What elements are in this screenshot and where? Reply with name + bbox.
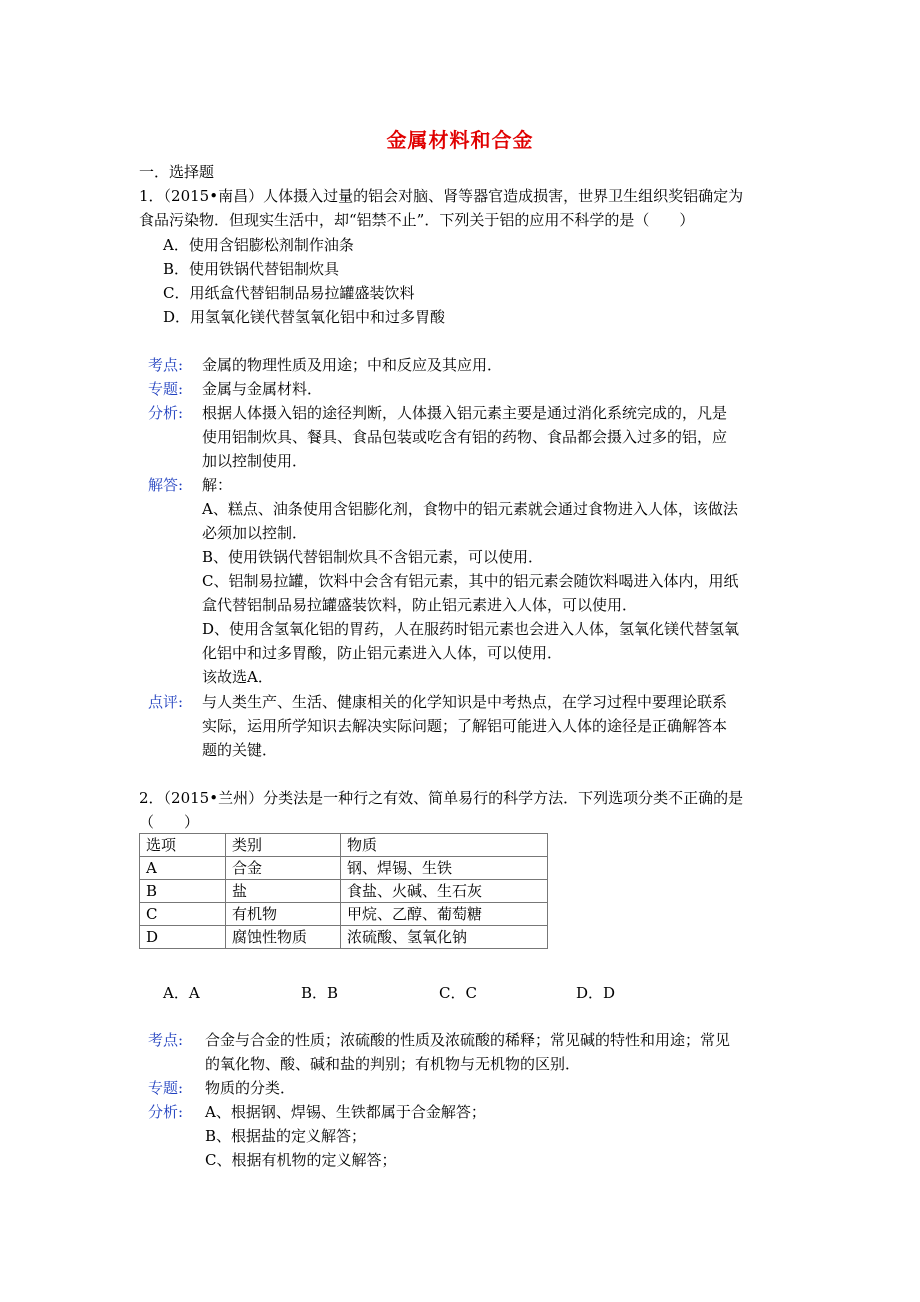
table-cell: 浓硫酸、氢氧化钠 bbox=[341, 926, 548, 949]
q2-option-b: B．B bbox=[301, 984, 339, 1002]
table-row bbox=[140, 857, 548, 880]
table-cell: 食盐、火碱、生石灰 bbox=[341, 880, 548, 903]
q2-fenxi-line: B、根据盐的定义解答； bbox=[205, 1127, 367, 1145]
q1-fenxi-line: 根据人体摄入铝的途径判断，人体摄入铝元素主要是通过消化系统完成的，凡是 bbox=[202, 404, 728, 422]
table-cell: B bbox=[140, 880, 226, 903]
q2-classification-table bbox=[139, 833, 548, 949]
table-cell: 甲烷、乙醇、葡萄糖 bbox=[341, 903, 548, 926]
q1-kaodian-text: 金属的物理性质及用途；中和反应及其应用． bbox=[202, 356, 503, 374]
table-cell: D bbox=[140, 926, 226, 949]
q1-jieda-line: B、使用铁锅代替铝制炊具不含铝元素，可以使用． bbox=[202, 548, 544, 566]
table-row bbox=[140, 903, 548, 926]
q1-jieda-line: 化铝中和过多胃酸，防止铝元素进入人体，可以使用． bbox=[202, 644, 563, 662]
q1-dianping-label: 点评: bbox=[148, 693, 184, 711]
q1-dianping-line: 题的关键． bbox=[202, 741, 278, 759]
q1-jieda-line: A、糕点、油条使用含铝膨化剂，食物中的铝元素就会通过食物进入人体，该做法 bbox=[202, 500, 738, 518]
q2-kaodian-line: 的氧化物、酸、碱和盐的判别；有机物与无机物的区别． bbox=[205, 1055, 581, 1073]
q2-option-d: D．D bbox=[576, 984, 616, 1002]
q1-dianping-line: 实际，运用所学知识去解决实际问题；了解铝可能进入人体的途径是正确解答本 bbox=[202, 717, 728, 735]
q1-fenxi-line: 加以控制使用． bbox=[202, 452, 308, 470]
table-header-row bbox=[140, 834, 548, 857]
q2-fenxi-label: 分析: bbox=[148, 1103, 184, 1121]
q1-zhuanti-label: 专题: bbox=[148, 380, 184, 398]
page-title: 金属材料和合金 bbox=[386, 128, 534, 152]
q1-option-a: A．使用含铝膨松剂制作油条 bbox=[163, 236, 354, 254]
q1-fenxi-line: 使用铝制炊具、餐具、食品包装或吃含有铝的药物、食品都会摄入过多的铝，应 bbox=[202, 428, 728, 446]
q1-jieda-label: 解答: bbox=[148, 476, 184, 494]
q1-stem-line: 1．（2015•南昌）人体摄入过量的铝会对脑、肾等器官造成损害，世界卫生组织奖铝确定为 bbox=[139, 187, 744, 205]
q1-fenxi-label: 分析: bbox=[148, 404, 184, 422]
table-header-cell: 物质 bbox=[341, 834, 548, 857]
table-cell: 腐蚀性物质 bbox=[226, 926, 341, 949]
q2-fenxi-line: A、根据钢、焊锡、生铁都属于合金解答； bbox=[205, 1103, 486, 1121]
q1-stem-line: 食品污染物．但现实生活中，却“铝禁不止”．下列关于铝的应用不科学的是（ ） bbox=[139, 211, 695, 229]
q1-option-d: D．用氢氧化镁代替氢氧化铝中和过多胃酸 bbox=[163, 308, 446, 326]
q1-jieda-line: 盒代替铝制品易拉罐盛装饮料，防止铝元素进入人体，可以使用． bbox=[202, 596, 638, 614]
q2-kaodian-line: 合金与合金的性质；浓硫酸的性质及浓硫酸的稀释；常见碱的特性和用途；常见 bbox=[205, 1031, 731, 1049]
q2-stem-line: 2．（2015•兰州）分类法是一种行之有效、简单易行的科学方法．下列选项分类不正确的是 bbox=[139, 789, 744, 807]
q1-zhuanti-text: 金属与金属材料． bbox=[202, 380, 323, 398]
table-cell: 合金 bbox=[226, 857, 341, 880]
table-header-cell: 选项 bbox=[140, 834, 226, 857]
q2-option-a: A．A bbox=[163, 984, 200, 1002]
table-cell: 钢、焊锡、生铁 bbox=[341, 857, 548, 880]
q1-jieda-line: 该故选A． bbox=[202, 668, 273, 686]
q2-zhuanti-label: 专题: bbox=[148, 1079, 184, 1097]
q1-dianping-line: 与人类生产、生活、健康相关的化学知识是中考热点，在学习过程中要理论联系 bbox=[202, 693, 728, 711]
q2-zhuanti-text: 物质的分类． bbox=[205, 1079, 296, 1097]
table-cell: C bbox=[140, 903, 226, 926]
table-row bbox=[140, 880, 548, 903]
q2-option-c: C．C bbox=[439, 984, 477, 1002]
q2-kaodian-label: 考点: bbox=[148, 1031, 184, 1049]
q2-fenxi-line: C、根据有机物的定义解答； bbox=[205, 1151, 397, 1169]
q1-jieda-line: 解： bbox=[202, 476, 233, 494]
q1-jieda-line: 必须加以控制． bbox=[202, 524, 308, 542]
table-row bbox=[140, 926, 548, 949]
q1-kaodian-label: 考点: bbox=[148, 356, 184, 374]
table-header-cell: 类别 bbox=[226, 834, 341, 857]
q1-option-c: C．用纸盒代替铝制品易拉罐盛装饮料 bbox=[163, 284, 415, 302]
section-heading: 一．选择题 bbox=[139, 163, 215, 181]
q1-option-b: B．使用铁锅代替铝制炊具 bbox=[163, 260, 340, 278]
q1-jieda-line: D、使用含氢氧化铝的胃药，人在服药时铝元素也会进入人体，氢氧化镁代替氢氧 bbox=[202, 620, 740, 638]
q1-jieda-line: C、铝制易拉罐，饮料中会含有铝元素，其中的铝元素会随饮料喝进入体内，用纸 bbox=[202, 572, 739, 590]
q2-stem-line: （ ） bbox=[139, 813, 200, 831]
table-cell: 有机物 bbox=[226, 903, 341, 926]
table-cell: A bbox=[140, 857, 226, 880]
table-cell: 盐 bbox=[226, 880, 341, 903]
